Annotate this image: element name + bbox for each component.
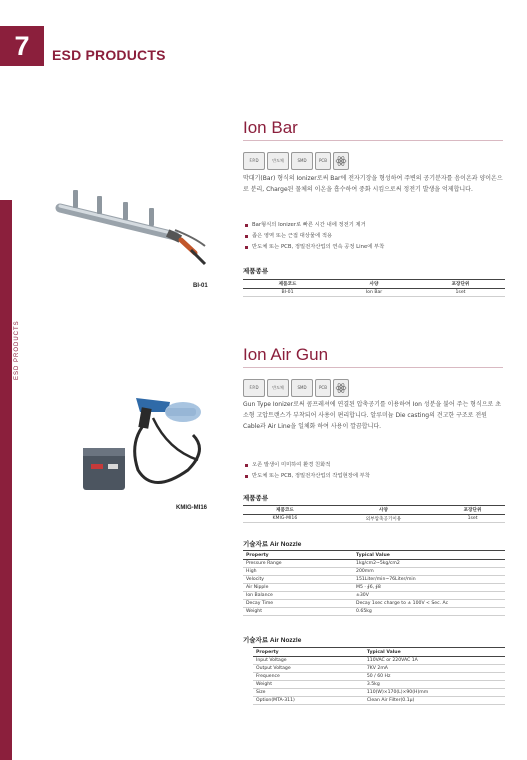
ion-air-gun-icon-row bbox=[243, 379, 349, 397]
ion-bar-bullets bbox=[245, 220, 505, 253]
table-row: KMIG-MI16 외부압축공기이용 1set bbox=[243, 515, 505, 523]
table-row: Pressure Range 1kg/cm2~5kg/cm2 bbox=[243, 560, 505, 568]
fpd-icon: F.P.D bbox=[243, 152, 265, 170]
table-row: Weight 0.65kg bbox=[243, 608, 505, 616]
ion-air-gun-title: Ion Air Gun bbox=[243, 345, 329, 364]
side-section-label: ESD PRODUCTS bbox=[14, 320, 20, 380]
semiconductor-icon: 반도체 bbox=[267, 152, 289, 170]
table-row: Air Nipple M5 · ∮6, ∮8 bbox=[243, 584, 505, 592]
smd-icon: SMD bbox=[291, 152, 313, 170]
ion-air-gun-description: Gun Type Ionizer로써 콤프레셔에 연결된 압축공기를 이용하여 Ion 성분을 불어 주는 형식으로 초소형 고압트랜스가 부착되어 사용이 편리합니다. 알루미늄 Die casting의 견고한 구조로 전원 Cable과 Air Line을 일체화 하여 사용이 깔끔합니다. bbox=[243, 401, 502, 430]
ion-air-gun-product-table bbox=[243, 505, 505, 523]
pcb-icon: PCB bbox=[315, 152, 331, 170]
ion-bar-product-heading: 제품종류 bbox=[243, 268, 269, 275]
atom-icon bbox=[333, 152, 349, 170]
table-row: Input Voltage 110VAC or 220VAC 1A bbox=[253, 657, 505, 665]
spec2-heading: 기술자료 Air Nozzle bbox=[243, 637, 302, 644]
table-header: Typical Value bbox=[364, 648, 505, 657]
table-header: 사양 bbox=[327, 506, 440, 515]
table-row: Decay Time Decay 1sec charge to ± 100V < Sec. Ac bbox=[243, 600, 505, 608]
ion-bar-description: 막대기(Bar) 형식의 Ionizer로써 Bar에 전자기장을 형성하여 주변의 공기분자를 음이온과 양이온으로 분리, Charge된 물체의 이온을 흡수하여 중화 시킴으로써 정전기 발생을 억제합니다. bbox=[243, 175, 503, 193]
table-row: Size 110(W)×170(L)×90(H)mm bbox=[253, 689, 505, 697]
ion-bar-product-table bbox=[243, 279, 505, 297]
smd-icon: SMD bbox=[291, 379, 313, 397]
list-item: 반도체 또는 PCB, 정밀전자산업의 작업현장에 부착 bbox=[245, 471, 505, 482]
list-item: Bar형식의 Ionizer로 빠른 시간 내에 정전기 제거 bbox=[245, 220, 505, 231]
table-row: Velocity 151Liter/min~76Liter/min bbox=[243, 576, 505, 584]
side-accent-bar bbox=[0, 200, 12, 760]
ion-air-gun-bullets bbox=[245, 460, 505, 482]
ion-air-gun-divider bbox=[243, 367, 503, 368]
table-header: 제품코드 bbox=[243, 280, 332, 289]
table-header: Property bbox=[243, 551, 353, 560]
ion-bar-divider bbox=[243, 140, 503, 141]
table-row: High 200mm bbox=[243, 568, 505, 576]
table-header: 사양 bbox=[332, 280, 416, 289]
ion-bar-photo bbox=[55, 168, 215, 268]
fpd-icon: F.P.D bbox=[243, 379, 265, 397]
spec2-table bbox=[253, 647, 505, 705]
list-item: 좁은 영역 또는 근접 대상물에 적용 bbox=[245, 231, 505, 242]
table-row: Frequence 50 / 60 Hz bbox=[253, 673, 505, 681]
semiconductor-icon: 반도체 bbox=[267, 379, 289, 397]
table-row: BI-01 Ion Bar 1set bbox=[243, 289, 505, 297]
table-row: Option(MTA-311) Clean Air Filter(0.1μ) bbox=[253, 697, 505, 705]
table-header: 포장단위 bbox=[416, 280, 505, 289]
atom-icon bbox=[333, 379, 349, 397]
ion-bar-title: Ion Bar bbox=[243, 118, 298, 137]
pcb-icon: PCB bbox=[315, 379, 331, 397]
chapter-title: ESD PRODUCTS bbox=[52, 47, 166, 63]
ion-air-gun-photo bbox=[58, 380, 218, 500]
table-header: 제품코드 bbox=[243, 506, 327, 515]
ion-bar-icon-row bbox=[243, 152, 349, 170]
chapter-number: 7 bbox=[0, 26, 44, 66]
table-row: Output Voltage 7KV 2mA bbox=[253, 665, 505, 673]
ion-air-gun-caption: KMIG-MI16 bbox=[176, 505, 208, 511]
spec1-heading: 기술자료 Air Nozzle bbox=[243, 541, 302, 548]
spec1-table bbox=[243, 550, 505, 616]
table-header: Typical Value bbox=[353, 551, 505, 560]
table-row: Weight 3.5kg bbox=[253, 681, 505, 689]
list-item: 오존 발생이 미미하여 환경 친화적 bbox=[245, 460, 505, 471]
table-header: Property bbox=[253, 648, 364, 657]
list-item: 반도체 또는 PCB, 정밀전자산업의 연속 공정 Line에 부착 bbox=[245, 242, 505, 253]
table-header: 포장단위 bbox=[440, 506, 505, 515]
ion-air-gun-product-heading: 제품종류 bbox=[243, 495, 269, 502]
ion-bar-caption: BI-01 bbox=[193, 283, 208, 289]
table-row: Ion Balance ±30V bbox=[243, 592, 505, 600]
